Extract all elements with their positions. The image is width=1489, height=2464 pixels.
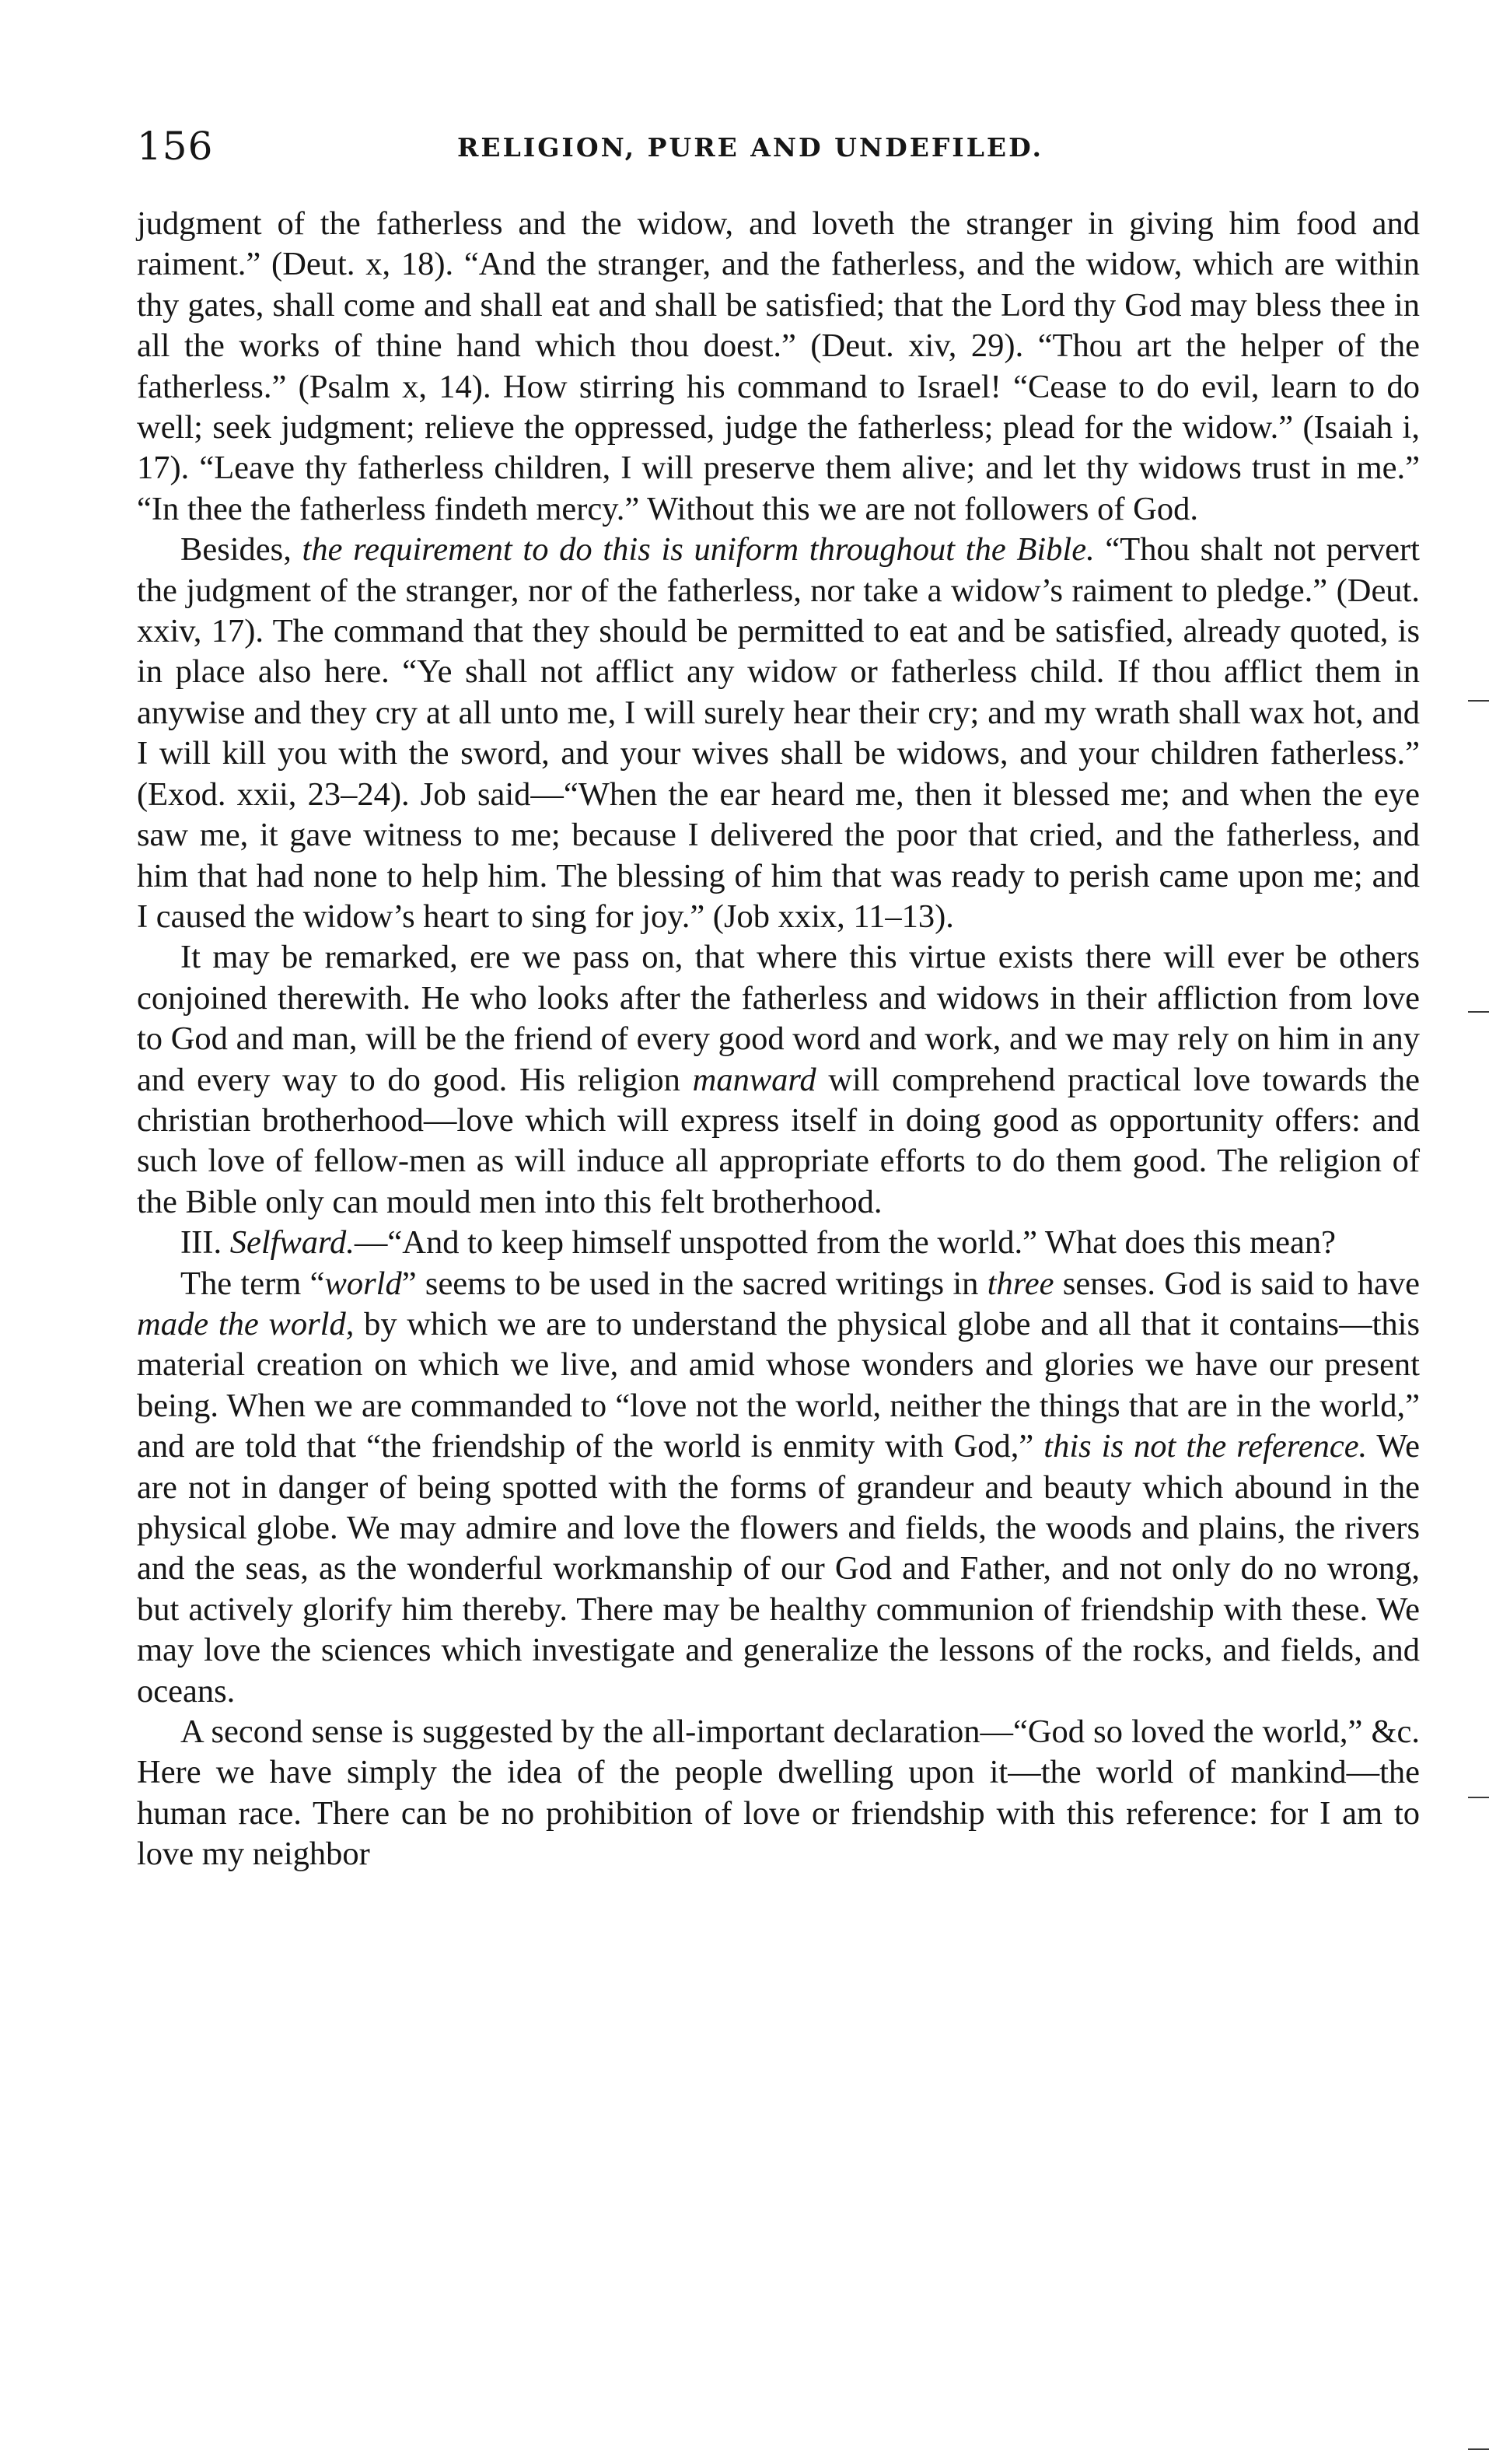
paragraph <box>137 530 1420 937</box>
page-number: 156 <box>137 124 214 169</box>
body-text <box>137 204 1420 1875</box>
margin-rule-mark <box>1468 2448 1489 2450</box>
margin-rule-mark <box>1468 700 1489 702</box>
text-run: “Thou shalt not pervert the judgment of the stranger, nor of the fatherless, nor take a widow’s raiment to pledge.” (Deut. xxiv, 17). The command that they should be permitted to eat and be satisfied, already quoted, is in place also here. “Ye shall not afflict any widow or fatherless child. If thou afflict them in anywise and they cry at all unto me, I will surely hear their cry; and my wrath shall wax hot, and I will kill you with the sword, and your wives shall be widows, and your children fatherless.” (Exod. xxii, 23–24). Job said—“When the ear heard me, then it blessed me; and when the eye saw me, it gave witness to me; because I delivered the poor that cried, and the fatherless, and him that had none to help him. The blessing of him that was ready to perish came upon me; and I caused the widow’s heart to sing for joy.” (Job xxix, 11–13). <box>137 531 1420 935</box>
italic-text: world <box>324 1265 402 1302</box>
text-run: by which we are to understand the physical globe and all that it contains—this material creation on which we live, and amid whose wonders and glories we have our present being. When we are commanded to “love not the world, neither the things that are in the world,” and are told that “the friendship of the world is enmity with God,” <box>137 1305 1420 1465</box>
text-run: ” seems to be used in the sacred writings in <box>401 1265 987 1302</box>
paragraph <box>137 204 1420 530</box>
paragraph <box>137 1223 1420 1263</box>
paragraph <box>137 1264 1420 1712</box>
paragraph <box>137 1712 1420 1875</box>
text-run: Besides, <box>180 531 302 569</box>
italic-text: three <box>987 1265 1054 1302</box>
text-run: judgment of the fatherless and the widow, and loveth the stranger in giving him food and raiment.” (Deut. x, 18). “And the stranger, and the fatherless, and the widow, which are within thy gates, shall come and shall eat and shall be satisfied; that the Lord thy God may bless thee in all the works of thine hand which thou doest.” (Deut. xiv, 29). “Thou art the helper of the fatherless.” (Psalm x, 14). How stirring his command to Israel! “Cease to do evil, learn to do well; seek judgment; relieve the oppressed, judge the fatherless; plead for the widow.” (Isaiah i, 17). “Leave thy fatherless children, I will preserve them alive; and let thy widows trust in me.” “In thee the fatherless findeth mercy.” Without this we are not followers of God. <box>137 205 1420 527</box>
italic-text: made the world, <box>137 1305 355 1342</box>
text-run: A second sense is suggested by the all-important declaration—“God so loved the world,” &c. Here we have simply the idea of the people dwelling upon it—the world of mankind—the human race. There can be no prohibition of love or friendship with this reference: for I am to love my neighbor <box>137 1713 1420 1873</box>
running-title: RELIGION, PURE AND UNDEFILED. <box>457 132 1044 163</box>
italic-text: Selfward. <box>229 1224 355 1262</box>
text-run: III. <box>180 1224 230 1262</box>
margin-rule-mark <box>1468 1797 1489 1798</box>
text-run: The term “ <box>180 1265 325 1302</box>
paragraph <box>137 937 1420 1223</box>
text-run: It may be remarked, ere we pass on, that where this virtue exists there will ever be others conjoined therewith. He who looks after the fatherless and widows in their affliction from love to God and man, will be the friend of every good word and work, and we may rely on him in any and every way to do good. His religion <box>137 939 1420 1098</box>
italic-text: the requirement to do this is uniform throughout the Bible. <box>302 531 1095 569</box>
text-run: We are not in danger of being spotted with the forms of grandeur and beauty which abound in the physical globe. We may admire and love the flowers and fields, the woods and plains, the rivers and the seas, as the wonderful workmanship of our God and Father, and not only do no wrong, but actively glorify him thereby. There may be healthy communion of friendship with these. We may love the sciences which investigate and generalize the lessons of the rocks, and fields, and oceans. <box>137 1428 1420 1710</box>
italic-text: this is not the reference. <box>1043 1428 1368 1465</box>
italic-text: manward <box>692 1061 816 1098</box>
text-run: —“And to keep himself unspotted from the world.” What does this mean? <box>354 1224 1337 1262</box>
text-run: will comprehend practical love towards the christian brotherhood—love which will express itself in doing good as opportunity offers: and such love of fellow-men as will induce all appropriate efforts to do them good. The religion of the Bible only can mould men into this felt brotherhood. <box>137 1061 1420 1220</box>
margin-rule-mark <box>1468 1011 1489 1013</box>
text-run: senses. God is said to have <box>1054 1265 1420 1302</box>
